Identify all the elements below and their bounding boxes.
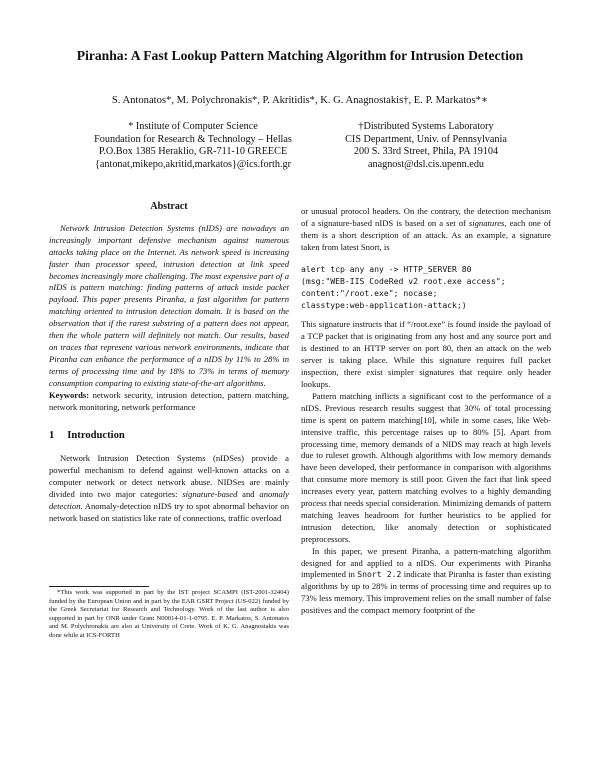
- right-column: [301, 206, 551, 617]
- text-run: indicate that Piranha is faster than existing algorithms by up to 28% in terms of processing time and requires up to 73% less memory. This improvement relies on the small number of false positives and the compact memory footprint of the: [301, 569, 551, 616]
- text-run: and: [237, 489, 260, 500]
- section-number: 1: [49, 430, 55, 442]
- paragraph: Pattern matching inflicts a significant cost to the performance of a nIDS. Previous research results suggest that 30% of total processing time is spent on pattern matching[10], while in some cases, like Web-intensive traffic, this percentage raises up to 80% [5]. Apart from processing time, memory demands of a NIDS may reach at high levels due to ruleset growth. Although algorithms with low memory demands have been developed, their performance in comparison with algorithms that consume more memory is still poor. Given the fact that link speed increases every year, pattern matching evolves to a highly demanding process that needs special consideration. Minimizing demands of pattern matching leaves headroom for further heuristics to be applied for intrusion detection, like anomaly detection or sophisticated preprocessors.: [301, 390, 551, 544]
- text-run: . Anomaly-detection nIDS try to spot abnormal behavior on network based on statistics like rate of connections, traffic overload: [49, 500, 289, 523]
- text-run: , each one of them is a short description of an attack. As an example, a signature taken from latest Snort, is: [301, 217, 551, 252]
- keywords-label: Keywords:: [49, 389, 90, 400]
- affiliation-email: {antonat,mikepo,akritid,markatos}@ics.forth.gr: [95, 158, 291, 170]
- affiliation-left: [48, 121, 338, 171]
- abstract-text: Network Intrusion Detection Systems (nIDS) are nowadays an increasingly important defensive mechanism against numerous attacks taking place on the Internet. As network speed is increasing faster than processor speed, intrusion detection at link speed becomes increasingly more challenging. The most expensive part of a nIDS is pattern matching: finding patterns of attack inside packet payload. This paper presents Piranha, a fast algorithm for pattern matching oriented to intrusion detection domain. It is based on the observation that if the rarest substring of a pattern does not appear, then the whole pattern will definitely not match. Our results, based on traces that represent various network environments, indicate that Piranha can enhance the performance of a nIDS by 11% to 28% in terms of processing time and by 18% to 73% in terms of memory consumption comparing to existing state-of-the-art algorithms.: [49, 222, 289, 388]
- footnote: *This work was supported in part by the IST project SCAMPI (IST-2001-32404) funded by the European Union and in part by the EAR GSRT Project (US-022) funded by the Greek Secretariat for Research and Technology. Work of the last author is also supported in part by ONR under Grant N00014-01-1-0795. E. P. Markatos, S. Antonatos and M. Polychronakis are also at University of Crete. Work of K. G. Anagnostakis was done while at ICS-FORTH: [49, 589, 289, 639]
- affiliation-line: CIS Department, Univ. of Pennsylvania: [345, 133, 507, 145]
- keywords: [49, 390, 289, 414]
- affiliation-line: * Institute of Computer Science: [128, 121, 258, 132]
- keywords-text: network security, intrusion detection, pattern matching, network monitoring, network performance: [49, 389, 289, 412]
- affiliation-email: anagnost@dsl.cis.upenn.edu: [367, 158, 485, 170]
- abstract-heading: Abstract: [150, 201, 188, 212]
- section-heading-introduction: [49, 430, 289, 442]
- affiliation-line: Foundation for Research & Technology – Hellas: [94, 133, 292, 145]
- inline-code: Snort 2.2: [357, 569, 402, 580]
- snort-signature-code: alert tcp any any -> HTTP_SERVER 80 (msg:"WEB-IIS CodeRed v2 root.exe access"; content:"/root.exe"; nocase; classtype:web-application-attack;): [301, 263, 506, 311]
- emphasis: signature-based: [182, 489, 238, 500]
- affiliation-line: 200 S. 33rd Street, Phila, PA 19104: [353, 146, 499, 158]
- paper-title: Piranha: A Fast Lookup Pattern Matching Algorithm for Intrusion Detection: [76, 48, 524, 63]
- author-list: S. Antonatos*, M. Polychronakis*, P. Akritidis*, K. G. Anagnostakis†, E. P. Markatos*∗: [111, 95, 489, 106]
- intro-paragraph: [49, 453, 289, 524]
- affiliation-right: [316, 121, 536, 171]
- section-title: Introduction: [67, 430, 125, 442]
- paragraph: [301, 206, 551, 254]
- text-run: or unusual protocol headers. On the contrary, the detection mechanism of a signature-based nIDS is based on a set of: [301, 206, 551, 228]
- left-column: [49, 201, 289, 525]
- paragraph: [301, 546, 551, 617]
- footnote-rule: [49, 586, 149, 587]
- emphasis: anomaly detection: [49, 489, 289, 511]
- affiliation-line: †Distributed Systems Laboratory: [358, 121, 494, 132]
- affiliation-line: P.O.Box 1385 Heraklio, GR-711-10 GREECE: [98, 146, 288, 158]
- text-run: Network Intrusion Detection Systems (nIDSes) provide a powerful mechanism to defend against well-known attacks on a computer network or detect network abuse. NIDSes are mainly divided into two major categories:: [49, 453, 289, 500]
- text-run: In this paper, we present Piranha, a pattern-matching algorithm designed for and applied to a nIDS. Our experiments with Piranha implemented in: [301, 545, 551, 580]
- emphasis: signatures: [468, 217, 505, 228]
- paragraph: This signature instructs that if “/root.exe” is found inside the payload of a TCP packet that is originating from any host and any source port and is destined to an HTTP server on port 80, then an attack on the web server is taking place. While this signature requires full packet inspection, there exist simpler signatures that require only header lookups.: [301, 319, 551, 389]
